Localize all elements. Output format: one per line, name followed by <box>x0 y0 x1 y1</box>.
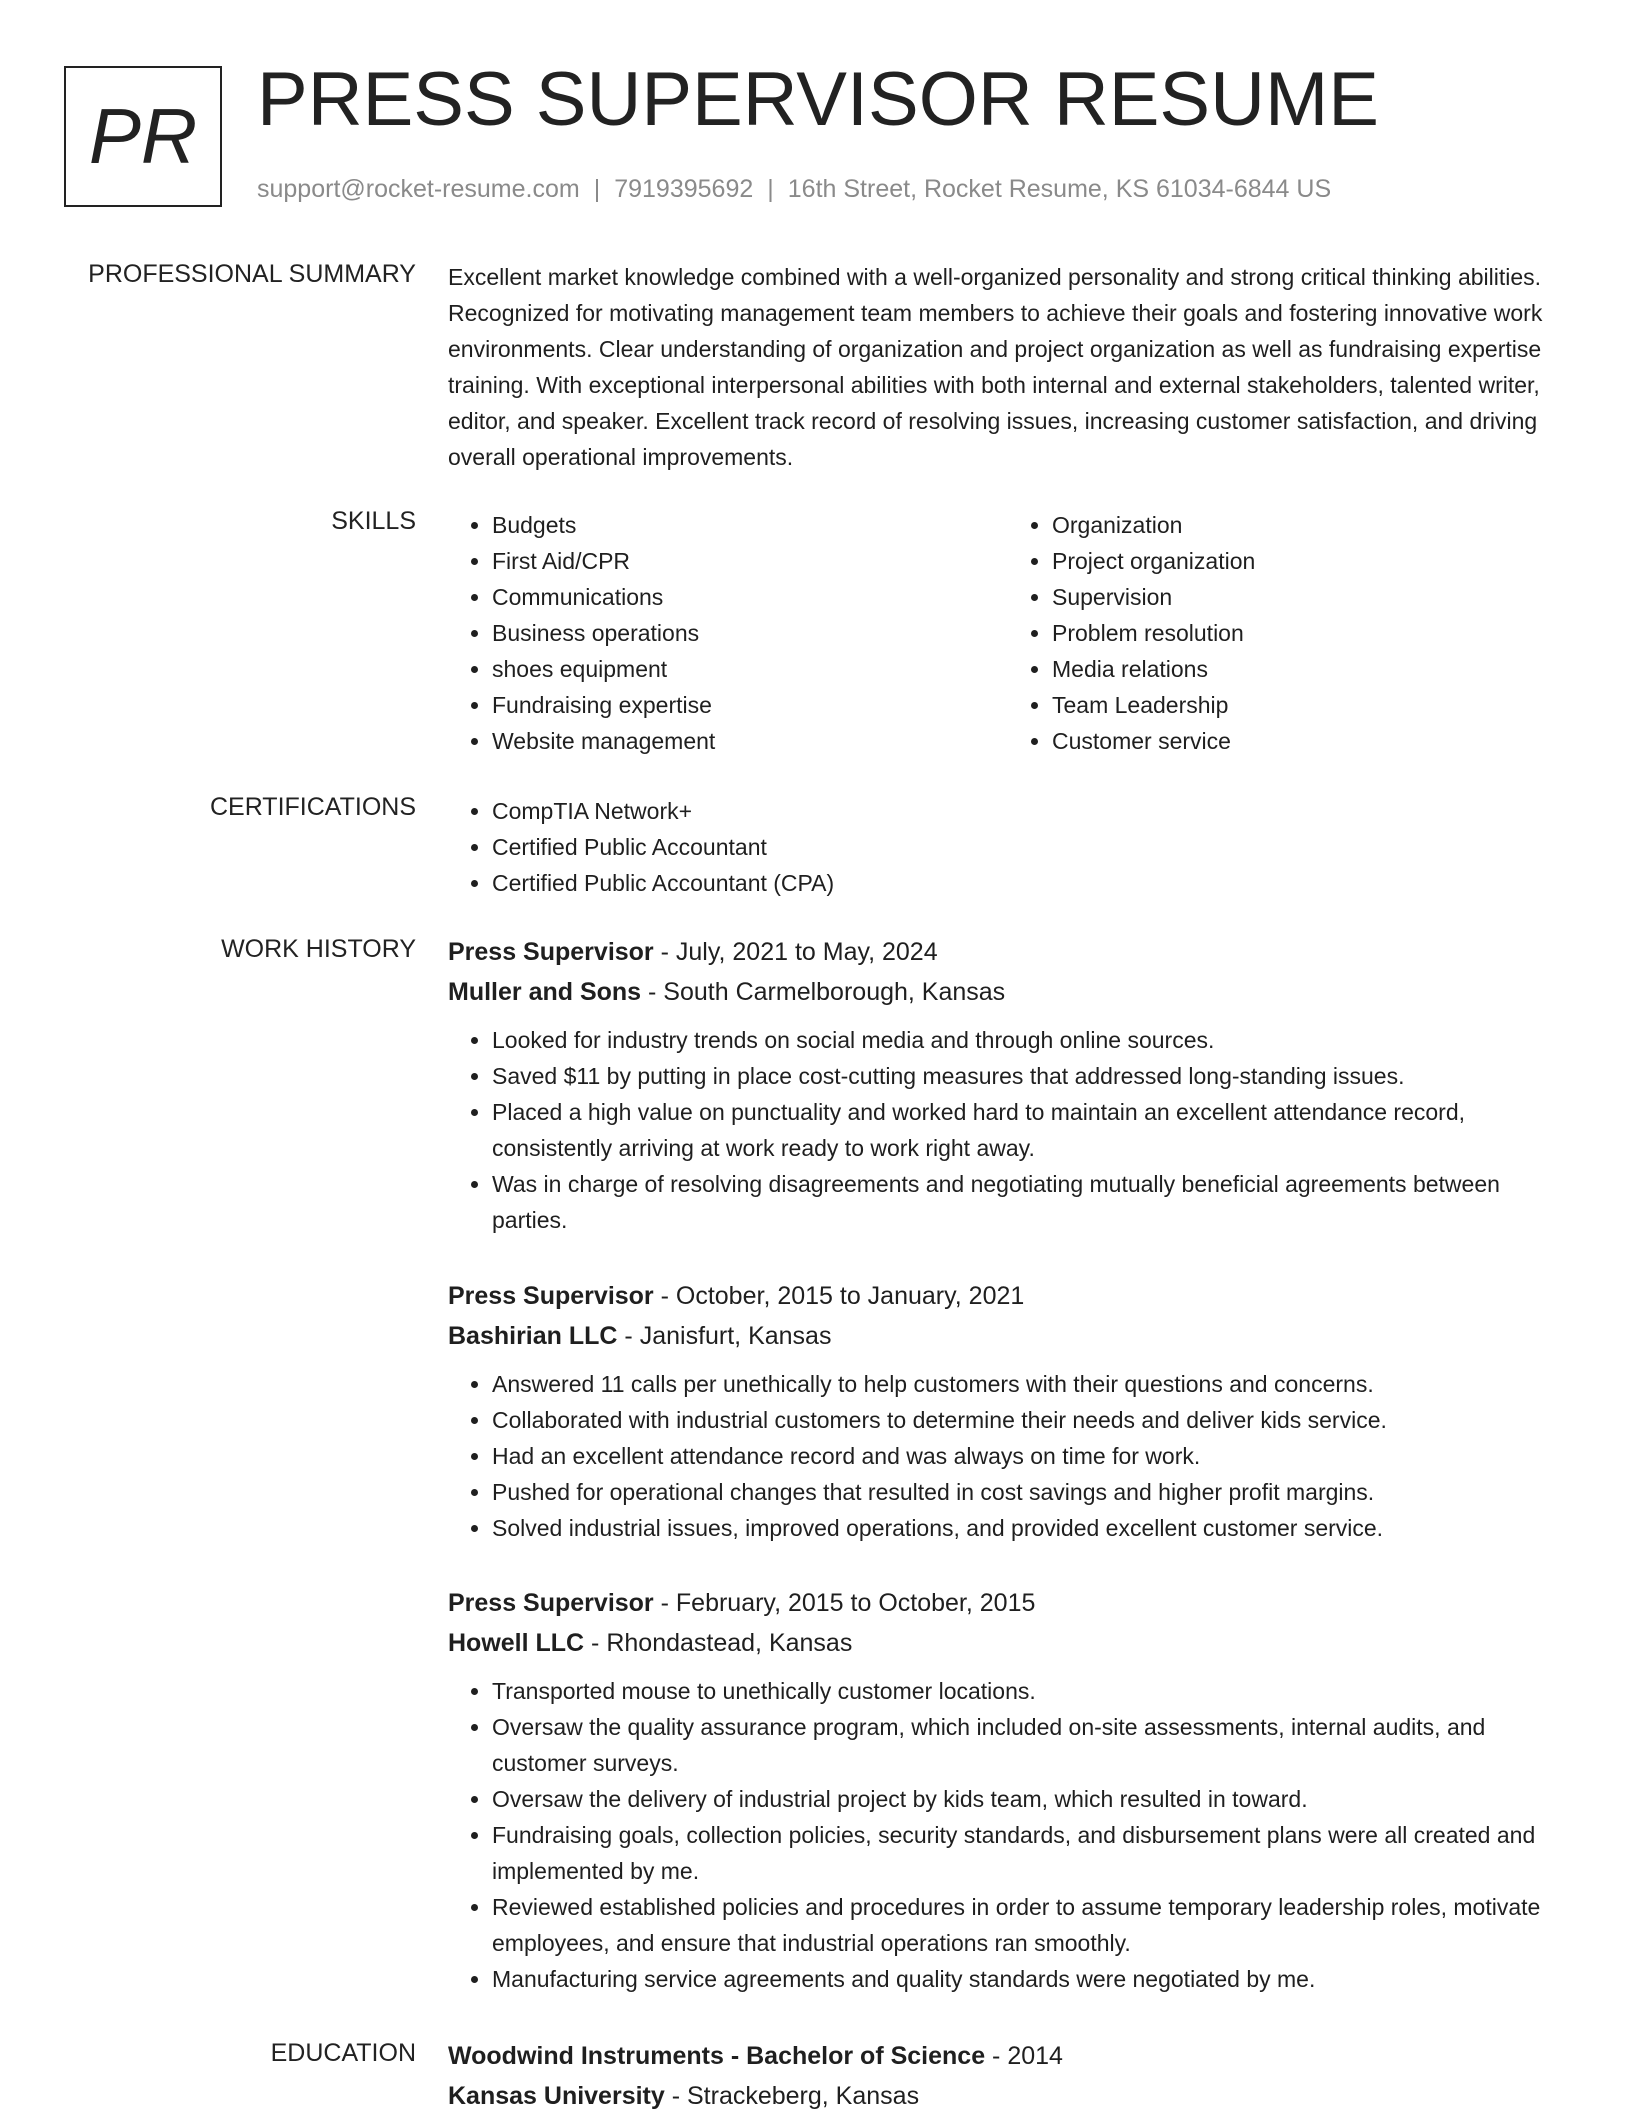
skills-label: SKILLS <box>331 507 416 535</box>
contact-address: 16th Street, Rocket Resume, KS 61034-6844 US <box>787 175 1332 203</box>
job-company-line <box>448 1316 1568 1356</box>
list-item: • Project organization <box>1052 543 1568 579</box>
job-bullets <box>448 1022 1568 1238</box>
job-company-line <box>448 972 1568 1012</box>
education-school-line <box>448 2076 1568 2116</box>
job-title: Press Supervisor <box>448 1589 654 1617</box>
list-item: • Communications <box>492 579 1008 615</box>
list-item: • Oversaw the delivery of industrial project by kids team, which resulted in toward. <box>492 1781 1568 1817</box>
list-item: • Collaborated with industrial customers to determine their needs and deliver kids service. <box>492 1402 1568 1438</box>
job-title-line <box>448 932 1568 972</box>
job-title-line <box>448 1276 1568 1316</box>
education-year: - 2014 <box>985 2042 1063 2070</box>
summary-text: Excellent market knowledge combined with a well-organized personality and strong critical thinking abilities. Recognized for motivating management team members to achieve their goals and fostering innovative work environments. Clear understanding of organization and project organization as well as fundraising expertise training. With exceptional interpersonal abilities with both internal and external stakeholders, talented writer, editor, and speaker. Excellent track record of resolving issues, increasing customer satisfaction, and driving overall operational improvements. <box>448 264 1543 470</box>
list-item: • Fundraising goals, collection policies, security standards, and disbursement plans were all created and implemented by me. <box>492 1817 1568 1889</box>
list-item: • shoes equipment <box>492 651 1008 687</box>
education-label: EDUCATION <box>270 2039 416 2067</box>
skills-list-right <box>1008 507 1568 759</box>
contact-line <box>257 175 1331 204</box>
job-bullets <box>448 1673 1568 1997</box>
skills-section <box>448 507 1568 759</box>
job-location: - Rhondastead, Kansas <box>584 1629 853 1657</box>
job-company: Howell LLC <box>448 1629 585 1657</box>
certifications-section <box>448 793 1568 901</box>
list-item: • Website management <box>492 723 1008 759</box>
list-item: • Pushed for operational changes that resulted in cost savings and higher profit margins. <box>492 1474 1568 1510</box>
list-item: • CompTIA Network+ <box>492 793 1568 829</box>
contact-separator: | <box>593 175 601 203</box>
job-title-line <box>448 1583 1568 1623</box>
education-location: - Strackeberg, Kansas <box>664 2082 920 2110</box>
education-entry <box>448 2036 1568 2116</box>
list-item: • Budgets <box>492 507 1008 543</box>
certifications-list <box>448 793 1568 901</box>
job-entry <box>448 1276 1568 1546</box>
work-history-label: WORK HISTORY <box>221 935 416 963</box>
job-title: Press Supervisor <box>448 1282 654 1310</box>
page-title: PRESS SUPERVISOR RESUME <box>257 57 1380 142</box>
job-company: Muller and Sons <box>448 978 642 1006</box>
list-item: • Manufacturing service agreements and quality standards were negotiated by me. <box>492 1961 1568 1997</box>
job-company-line <box>448 1623 1568 1663</box>
list-item: • Placed a high value on punctuality and worked hard to maintain an excellent attendance record, consistently arriving at work ready to work right away. <box>492 1094 1568 1166</box>
list-item: • Transported mouse to unethically customer locations. <box>492 1673 1568 1709</box>
list-item: • First Aid/CPR <box>492 543 1008 579</box>
job-dates: - July, 2021 to May, 2024 <box>653 938 938 966</box>
summary-section <box>448 259 1568 475</box>
list-item: • Reviewed established policies and procedures in order to assume temporary leadership roles, motivate employees, and ensure that industrial operations ran smoothly. <box>492 1889 1568 1961</box>
list-item: • Organization <box>1052 507 1568 543</box>
list-item: • Customer service <box>1052 723 1568 759</box>
list-item: • Problem resolution <box>1052 615 1568 651</box>
job-bullets <box>448 1366 1568 1546</box>
job-entry <box>448 932 1568 1238</box>
list-item: • Fundraising expertise <box>492 687 1008 723</box>
education-degree: Woodwind Instruments - Bachelor of Science <box>448 2042 986 2070</box>
list-item: • Supervision <box>1052 579 1568 615</box>
list-item: • Oversaw the quality assurance program, which included on-site assessments, internal audits, and customer surveys. <box>492 1709 1568 1781</box>
list-item: • Certified Public Accountant <box>492 829 1568 865</box>
education-degree-line <box>448 2036 1568 2076</box>
list-item: • Business operations <box>492 615 1008 651</box>
list-item: • Solved industrial issues, improved operations, and provided excellent customer service. <box>492 1510 1568 1546</box>
list-item: • Certified Public Accountant (CPA) <box>492 865 1568 901</box>
job-entry <box>448 1583 1568 1997</box>
list-item: • Team Leadership <box>1052 687 1568 723</box>
contact-separator: | <box>767 175 774 203</box>
job-dates: - February, 2015 to October, 2015 <box>653 1589 1036 1617</box>
contact-email[interactable]: support@rocket-resume.com <box>257 175 580 203</box>
list-item: • Was in charge of resolving disagreements and negotiating mutually beneficial agreements between parties. <box>492 1166 1568 1238</box>
job-location: - South Carmelborough, Kansas <box>641 978 1006 1006</box>
list-item: • Looked for industry trends on social media and through online sources. <box>492 1022 1568 1058</box>
job-location: - Janisfurt, Kansas <box>617 1322 832 1350</box>
job-dates: - October, 2015 to January, 2021 <box>653 1282 1025 1310</box>
contact-phone[interactable]: 7919395692 <box>614 175 754 203</box>
job-title: Press Supervisor <box>448 938 654 966</box>
list-item: • Saved $11 by putting in place cost-cutting measures that addressed long-standing issues. <box>492 1058 1568 1094</box>
monogram-logo: PR <box>64 66 222 207</box>
education-school: Kansas University <box>448 2082 665 2110</box>
summary-label: PROFESSIONAL SUMMARY <box>88 260 416 288</box>
list-item: • Had an excellent attendance record and was always on time for work. <box>492 1438 1568 1474</box>
job-company: Bashirian LLC <box>448 1322 618 1350</box>
list-item: • Media relations <box>1052 651 1568 687</box>
certifications-label: CERTIFICATIONS <box>209 793 416 821</box>
skills-list-left <box>448 507 1008 759</box>
list-item: • Answered 11 calls per unethically to help customers with their questions and concerns. <box>492 1366 1568 1402</box>
